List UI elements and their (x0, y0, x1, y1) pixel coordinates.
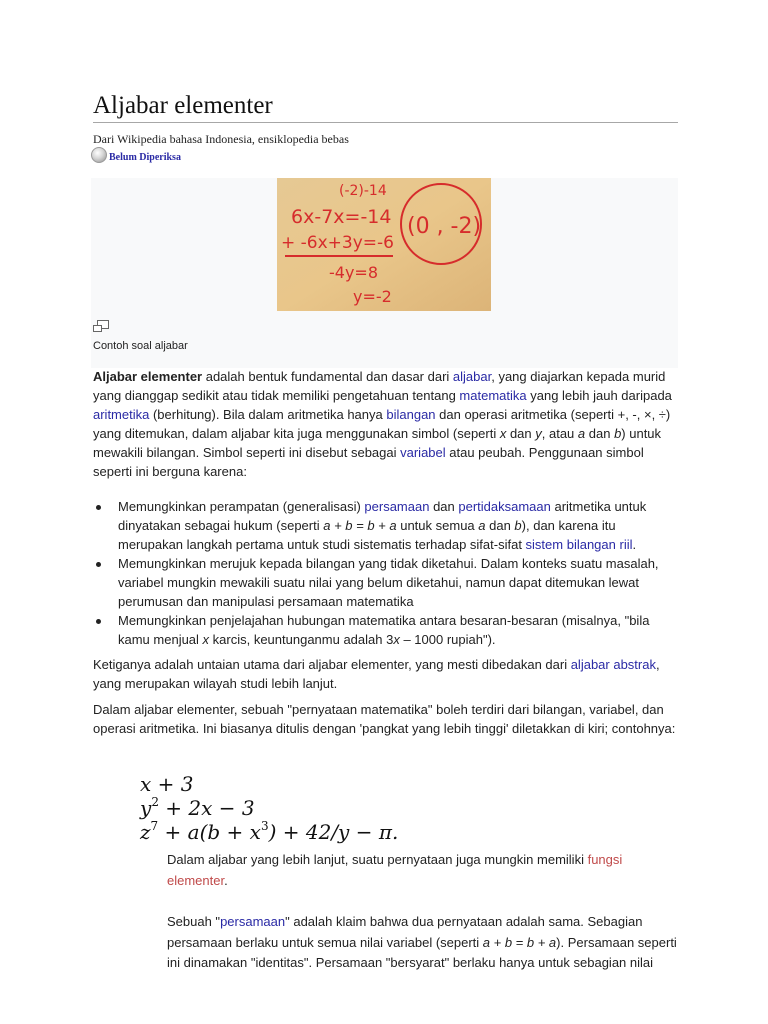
board-line-3: + -6x+3y=-6 (281, 233, 394, 253)
figure-caption: Contoh soal aljabar (93, 340, 188, 352)
link-aritmetika[interactable]: aritmetika (93, 406, 150, 422)
term-aljabar-elementer: Aljabar elementer (93, 369, 203, 384)
math-line-3: $z^7 + a(b + x^3) + 42/y - \pi$. (140, 819, 399, 844)
link-persamaan[interactable]: persamaan (364, 499, 430, 514)
bullet-list (93, 498, 678, 651)
board-line-4: -4y=8 (329, 263, 379, 282)
paragraph-aljabar-abstrak: Ketiganya adalah untaian utama dari aljabar elementer, yang mesti dibedakan dari aljabar abstrak, yang merupakan wilayah studi lebih lanjut. (93, 657, 660, 691)
link-pertidaksamaan[interactable]: pertidaksamaan (458, 499, 551, 514)
unreviewed-icon (91, 147, 107, 163)
page-title: Aljabar elementer (93, 92, 678, 123)
link-aljabar[interactable]: aljabar (452, 369, 492, 384)
math-expressions (140, 772, 398, 844)
paragraph-persamaan: Sebuah "persamaan" adalah klaim bahwa dua pernyataan adalah sama. Sebagian persamaan berlaku untuk semua nilai variabel (seperti a + b = b + a). Persamaan seperti ini dinamakan "identitas". Persamaan "bersyarat" berlaku hanya untuk sebagian nilai (167, 914, 677, 970)
site-tagline: Dari Wikipedia bahasa Indonesia, ensiklopedia bebas (93, 132, 349, 146)
figure-thumbnail (91, 178, 678, 368)
intro-paragraph: Aljabar elementer adalah bentuk fundamental dan dasar dari aljabar, yang diajarkan kepada murid yang dianggap sedikit atau tidak memiliki pengetahuan tentang matematika yang lebih jauh daripada aritmetika (berhitung). Bila dalam aritmetika hanya bilangan dan operasi aritmetika (seperti +, -, ×, ÷) yang ditemukan, dalam aljabar kita juga menggunakan simbol (seperti x dan y, atau a dan b) untuk mewakili bilangan. Simbol seperti ini disebut sebagai variabel atau peubah. Penggunaan simbol seperti ini berguna karena: (93, 369, 672, 479)
list-item: Memungkinkan penjelajahan hubungan matematika antara besaran-besaran (misalnya, "bila kamu menjual x karcis, keuntunganmu adalah 3x – 1000 rupiah"). (93, 612, 678, 650)
list-item: Memungkinkan perampatan (generalisasi) persamaan dan pertidaksamaan aritmetika untuk dinyatakan sebagai hukum (seperti a + b = b + a untuk semua a dan b), dan karena itu merupakan langkah pertama untuk studi sistematis terhadap sifat-sifat sistem bilangan riil. (93, 498, 678, 555)
link-aljabar-abstrak[interactable]: aljabar abstrak (570, 657, 656, 672)
board-line-5: y=-2 (353, 287, 392, 306)
link-variabel[interactable]: variabel (400, 444, 446, 460)
link-matematika[interactable]: matematika (459, 387, 527, 403)
list-item: Memungkinkan merujuk kepada bilangan yang tidak diketahui. Dalam konteks suatu masalah, variabel mungkin mewakili suatu nilai yang belum diketahui, namun dapat ditemukan lewat perumusan dan manipulasi persamaan matematika (93, 555, 678, 612)
board-line-1: (-2)-14 (339, 183, 387, 199)
paragraph-pernyataan: Dalam aljabar elementer, sebuah "pernyataan matematika" boleh terdiri dari bilangan, variabel, dan operasi aritmetika. Ini biasanya ditulis dengan 'pangkat yang lebih tinggi' diletakkan di kiri; contohnya: (93, 702, 676, 736)
link-bilangan[interactable]: bilangan (386, 406, 436, 422)
link-fungsi-elementer[interactable]: fungsi elementer (167, 852, 623, 888)
board-answer: (0 , -2) (407, 214, 482, 239)
math-line-2: $y^2 + 2x - 3$ (140, 795, 255, 820)
math-line-1: x + 3 (140, 772, 194, 796)
enlarge-icon[interactable] (93, 320, 109, 332)
review-status-label: Belum Diperiksa (109, 151, 181, 163)
figure-image[interactable] (277, 178, 491, 311)
review-status-badge[interactable] (91, 147, 181, 163)
link-persamaan-2[interactable]: persamaan (220, 914, 286, 929)
board-line-2: 6x-7x=-14 (291, 206, 392, 228)
link-sistem-bilangan-riil[interactable]: sistem bilangan riil (525, 536, 633, 552)
paragraph-fungsi-elementer: Dalam aljabar yang lebih lanjut, suatu pernyataan juga mungkin memiliki fungsi elementer. (167, 852, 623, 888)
